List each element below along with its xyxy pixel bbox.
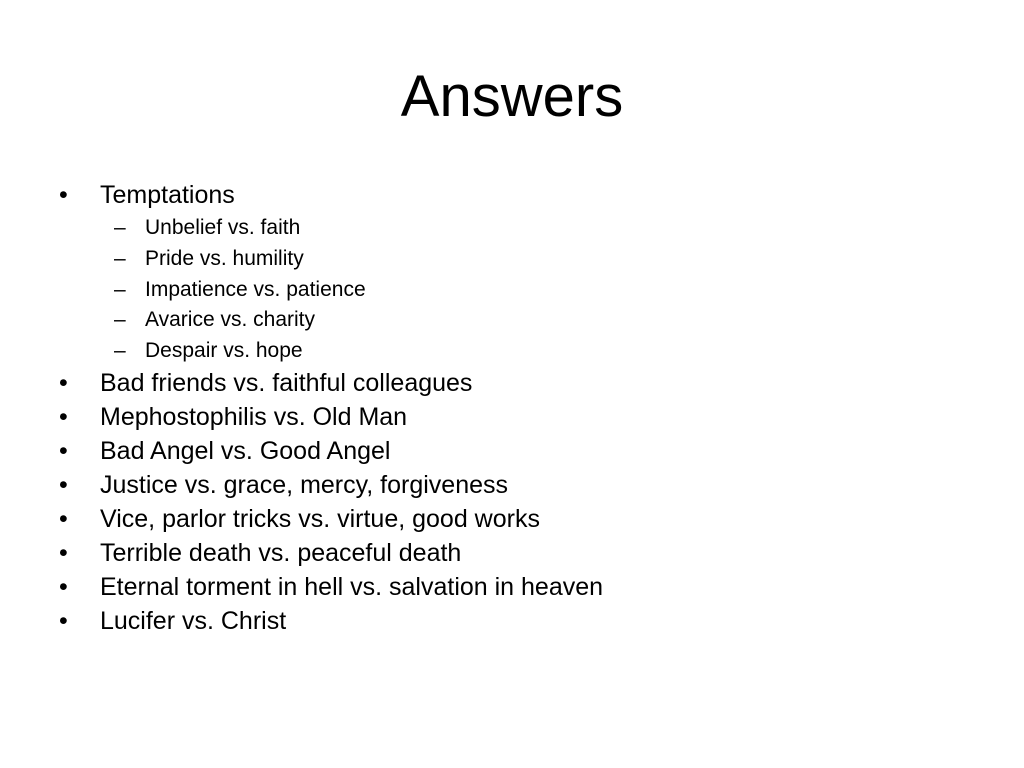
bullet-text: Eternal torment in hell vs. salvation in heaven <box>100 573 604 601</box>
bullet-marker: • <box>59 437 68 465</box>
sub-bullet-text: Despair vs. hope <box>145 339 303 362</box>
sub-bullet-item-avarice <box>0 307 1000 333</box>
sub-bullet-marker: – <box>114 216 126 239</box>
bullet-item-mephostophilis <box>0 402 1000 432</box>
bullet-marker: • <box>59 573 68 601</box>
sub-bullet-text: Pride vs. humility <box>145 247 304 270</box>
sub-bullet-text: Unbelief vs. faith <box>145 216 301 239</box>
bullet-text: Lucifer vs. Christ <box>100 607 287 635</box>
bullet-item-temptations <box>0 180 1000 210</box>
bullet-text: Bad friends vs. faithful colleagues <box>100 369 473 397</box>
bullet-text: Bad Angel vs. Good Angel <box>100 437 391 465</box>
bullet-item-bad-angel <box>0 436 1000 466</box>
sub-bullet-item-unbelief <box>0 215 1000 241</box>
bullet-marker: • <box>59 181 68 209</box>
sub-bullet-item-despair <box>0 338 1000 364</box>
sub-bullet-text: Avarice vs. charity <box>145 308 315 331</box>
bullet-item-terrible-death <box>0 538 1000 568</box>
bullet-text: Temptations <box>100 181 235 209</box>
bullet-text: Justice vs. grace, mercy, forgiveness <box>100 471 509 499</box>
bullet-item-eternal-torment <box>0 572 1000 602</box>
sub-bullet-item-impatience <box>0 277 1000 303</box>
sub-bullet-item-pride <box>0 246 1000 272</box>
bullet-item-bad-friends <box>0 368 1000 398</box>
sub-bullet-marker: – <box>114 278 126 301</box>
slide-title: Answers <box>400 64 624 129</box>
sub-bullet-text: Impatience vs. patience <box>145 278 366 301</box>
bullet-item-lucifer <box>0 606 1000 636</box>
sub-bullet-marker: – <box>114 339 126 362</box>
bullet-marker: • <box>59 403 68 431</box>
sub-bullet-marker: – <box>114 247 126 270</box>
bullet-marker: • <box>59 539 68 567</box>
sub-bullet-marker: – <box>114 308 126 331</box>
bullet-marker: • <box>59 607 68 635</box>
bullet-marker: • <box>59 471 68 499</box>
bullet-item-justice <box>0 470 1000 500</box>
bullet-text: Terrible death vs. peaceful death <box>100 539 462 567</box>
bullet-marker: • <box>59 505 68 533</box>
bullet-text: Mephostophilis vs. Old Man <box>100 403 408 431</box>
bullet-text: Vice, parlor tricks vs. virtue, good works <box>100 505 540 533</box>
bullet-marker: • <box>59 369 68 397</box>
bullet-item-vice <box>0 504 1000 534</box>
